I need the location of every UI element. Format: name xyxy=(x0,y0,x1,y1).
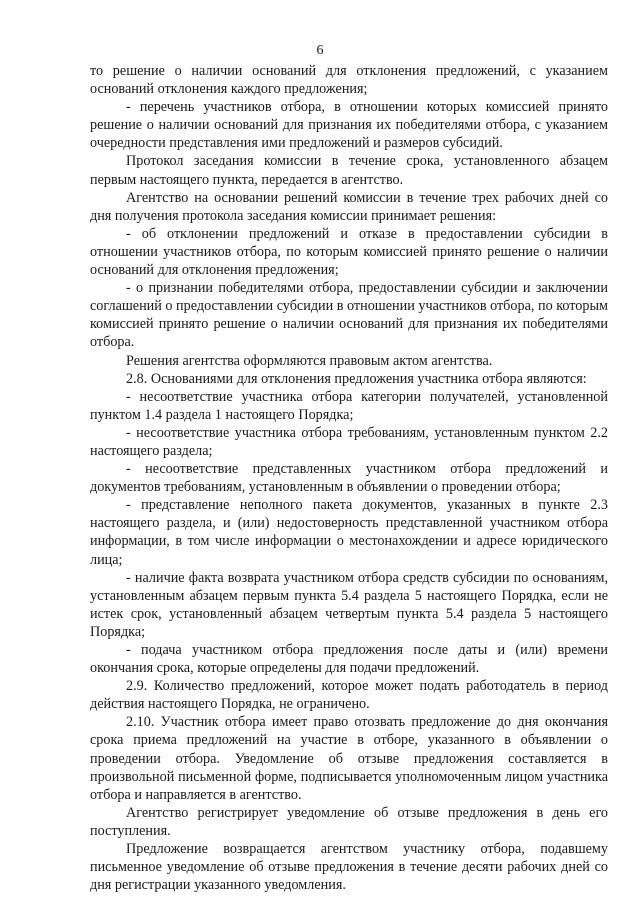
paragraph: Решения агентства оформляются правовым актом агентства. xyxy=(126,352,493,369)
paragraph: - представление неполного пакета документов, указанных в пункте 2.3 настоящего раздела, и (или) недостоверность представленной участником отбора информации, в том числе информации о местонахождении и адресе юридического лица; xyxy=(90,497,608,568)
paragraph: - несоответствие участника отбора требованиям, установленным пунктом 2.2 настоящего раздела; xyxy=(90,424,608,459)
paragraph: Агентство регистрирует уведомление об отзыве предложения в день его поступления. xyxy=(90,804,608,839)
page-number: 6 xyxy=(316,43,324,58)
paragraph: - об отклонении предложений и отказе в предоставлении субсидии в отношении участников отбора, по которым комиссией принято решение о наличии оснований для отклонения предложения; xyxy=(90,225,608,279)
paragraph: 2.10. Участник отбора имеет право отозвать предложение до дня окончания срока приема предложений на участие в отборе, указанного в объявлении о проведении отбора. Уведомление об отзыве предложения составляется в произвольной письменной форме, подписывается уполномоченным лицом участника отбора и направляется в агентство. xyxy=(90,714,608,803)
paragraph: 2.8. Основаниями для отклонения предложения участника отбора являются: xyxy=(126,370,587,387)
paragraph: - о признании победителями отбора, предоставлении субсидии и заключении соглашений о предоставлении субсидии в отношении участников отбора, по которым комиссией принято решение о наличии оснований для признания их победителями отбора. xyxy=(90,280,609,351)
paragraph: Протокол заседания комиссии в течение срока, установленного абзацем первым настоящего пункта, передается в агентство. xyxy=(90,153,608,188)
paragraph: - наличие факта возврата участником отбора средств субсидии по основаниям, установленным абзацем первым пункта 5.4 раздела 5 настоящего Порядка, если не истек срок, установленный абзацем четвертым пункта 5.4 раздела 5 настоящего Порядка; xyxy=(90,569,608,640)
paragraph: - перечень участников отбора, в отношении которых комиссией принято решение о наличии оснований для признания их победителями отбора, с указанием очередности представления ими предложений и размеров субсидий. xyxy=(90,99,608,152)
document-body xyxy=(90,62,608,894)
paragraph: 2.9. Количество предложений, которое может подать работодатель в период действия настоящего Порядка, не ограничено. xyxy=(90,678,608,713)
paragraph: Предложение возвращается агентством участнику отбора, подавшему письменное уведомление об отзыве предложения в течение десяти рабочих дней со дня регистрации указанного уведомления. xyxy=(90,841,608,894)
paragraph: - подача участником отбора предложения после даты и (или) времени окончания срока, которые определены для подачи предложений. xyxy=(90,642,608,677)
paragraph: - несоответствие участника отбора категории получателей, установленной пунктом 1.4 раздела 1 настоящего Порядка; xyxy=(90,388,608,423)
paragraph: Агентство на основании решений комиссии в течение трех рабочих дней со дня получения протокола заседания комиссии принимает решения: xyxy=(90,189,608,224)
paragraph: - несоответствие представленных участником отбора предложений и документов требованиям, установленным в объявлении о проведении отбора; xyxy=(90,461,608,496)
paragraph: то решение о наличии оснований для отклонения предложений, с указанием оснований отклонения каждого предложения; xyxy=(90,63,608,98)
